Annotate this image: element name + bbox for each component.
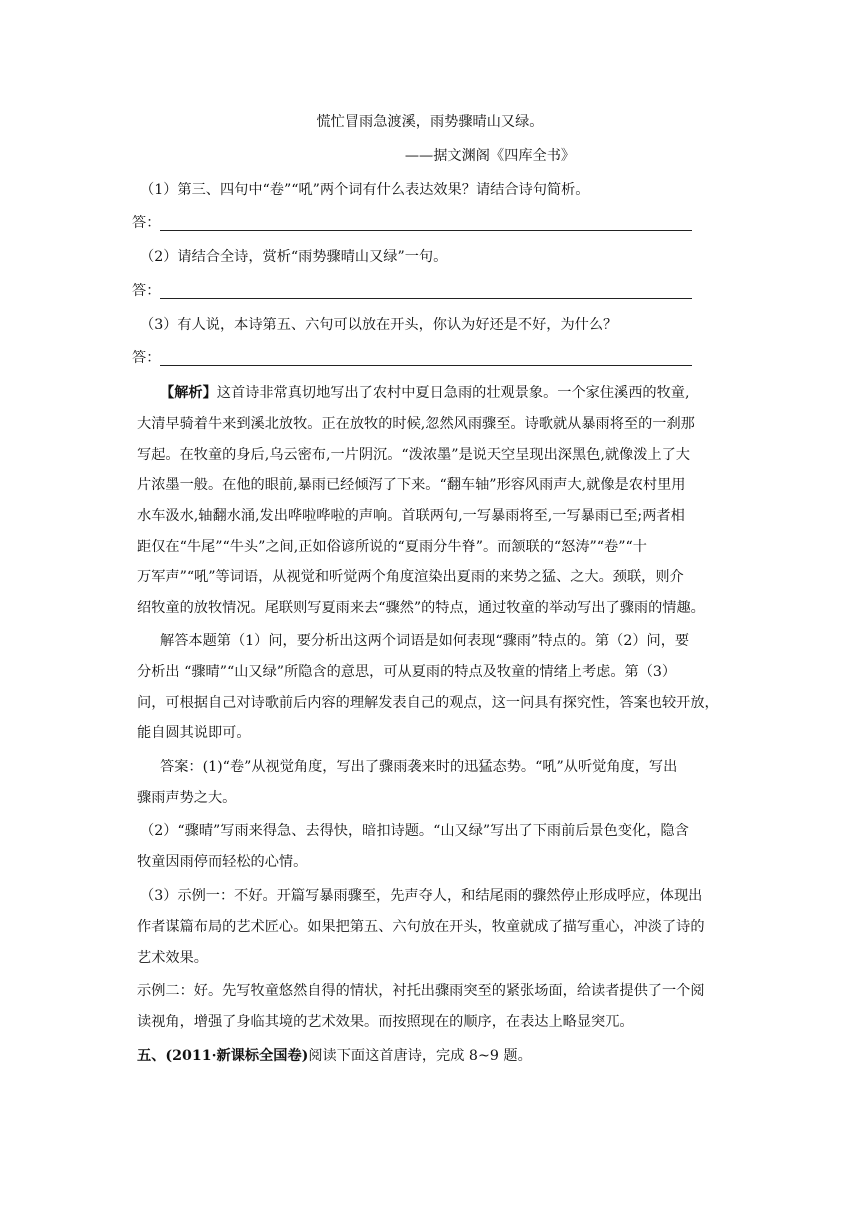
- poem-source: ——据文渊阁《四库全书》: [404, 148, 576, 164]
- answer-4-line: 示例二：好。先写牧童悠然自得的情状，衬托出骤雨突至的紧张场面，给读者提供了一个阅: [137, 983, 705, 999]
- answer-blank: [160, 365, 692, 366]
- method-line: 能自圆其说即可。: [137, 725, 251, 741]
- method-line: 问，可根据自己对诗歌前后内容的理解发表自己的观点，这一问具有探究性，答案也较开放，: [137, 695, 719, 711]
- question-1: （1）第三、四句中“卷”“吼”两个词有什么表达效果？请结合诗句简析。: [140, 182, 590, 198]
- analysis-line: 大清早骑着牛来到溪北放牧。正在放牧的时候,忽然风雨骤至。诗歌就从暴雨将至的一刹那: [137, 416, 695, 432]
- question-3: （3）有人说，本诗第五、六句可以放在开头，你认为好还是不好，为什么？: [140, 317, 618, 333]
- analysis-line: 万军声”“吼”等词语，从视觉和听觉两个角度渲染出夏雨的来势之猛、之大。颈联，则介: [137, 569, 684, 585]
- next-section-heading: [137, 1045, 737, 1065]
- analysis-line-1: 【解析】这首诗非常真切地写出了农村中夏日急雨的壮观景象。一个家住溪西的牧童,: [160, 385, 690, 401]
- analysis-line: 片浓墨一般。在他的眼前,暴雨已经倾泻了下来。“翻车轴”形容风雨声大,就像是农村里用: [137, 477, 686, 493]
- analysis-line: 绍牧童的放牧情况。尾联则写夏雨来去“骤然”的特点，通过牧童的举动写出了骤雨的情趣。: [137, 600, 705, 616]
- poem-last-line: 慌忙冒雨急渡溪，雨势骤晴山又绿。: [316, 114, 544, 130]
- answer-3-line: 作者谋篇布局的艺术匠心。如果把第五、六句放在开头，牧童就成了描写重心，冲淡了诗的: [137, 919, 705, 935]
- section-source: 五、(2011·新课标全国卷): [137, 1048, 309, 1064]
- answer-3-line: 艺术效果。: [137, 950, 208, 966]
- answer-2-line: （2）“骤晴”写雨来得急、去得快，暗扣诗题。“山又绿”写出了下雨前后景色变化，隐含: [140, 823, 689, 839]
- section-instruction: 阅读下面这首唐诗，完成 8~9 题。: [308, 1048, 532, 1064]
- answer-blank: [160, 298, 692, 299]
- analysis-line: 距仅在“牛尾”“牛头”之间,正如俗谚所说的“夏雨分牛脊”。而颔联的“怒涛”“卷”“十: [137, 539, 647, 555]
- answer-3-line: （3）示例一：不好。开篇写暴雨骤至，先声夺人，和结尾雨的骤然停止形成呼应，体现出: [140, 888, 703, 904]
- answer-4-line: 读视角，增强了身临其境的艺术效果。而按照现在的顺序，在表达上略显突兀。: [137, 1014, 634, 1030]
- answer-label: 答：: [132, 215, 161, 231]
- answer-line-2[interactable]: [132, 280, 692, 304]
- answer-blank: [160, 230, 692, 231]
- analysis-tag: 【解析】: [160, 385, 217, 401]
- answer-line-3[interactable]: [132, 347, 692, 371]
- answer-1-line: 答案：(1)“卷”从视觉角度，写出了骤雨袭来时的迅猛态势。“吼”从听觉角度，写出: [160, 759, 678, 775]
- answer-line-1[interactable]: [132, 212, 692, 236]
- answer-1-line: 骤雨声势之大。: [137, 790, 237, 806]
- answer-label: 答：: [132, 350, 161, 366]
- answer-label: 答：: [132, 283, 161, 299]
- analysis-line: 水车汲水,轴翻水涌,发出哗啦哗啦的声响。首联两句,一写暴雨将至,一写暴雨已至;两者相: [137, 508, 685, 524]
- method-line: 分析出 “骤晴”“山又绿”所隐含的意思，可从夏雨的特点及牧童的情绪上考虑。第（3）: [137, 664, 677, 680]
- question-2: （2）请结合全诗，赏析“雨势骤晴山又绿”一句。: [140, 249, 448, 265]
- method-line: 解答本题第（1）问，要分析出这两个词语是如何表现“骤雨”特点的。第（2）问，要: [160, 633, 690, 649]
- analysis-line: 写起。在牧童的身后,乌云密布,一片阴沉。“泼浓墨”是说天空呈现出深黑色,就像泼上了大: [137, 447, 690, 463]
- answer-2-line: 牧童因雨停而轻松的心情。: [137, 854, 308, 870]
